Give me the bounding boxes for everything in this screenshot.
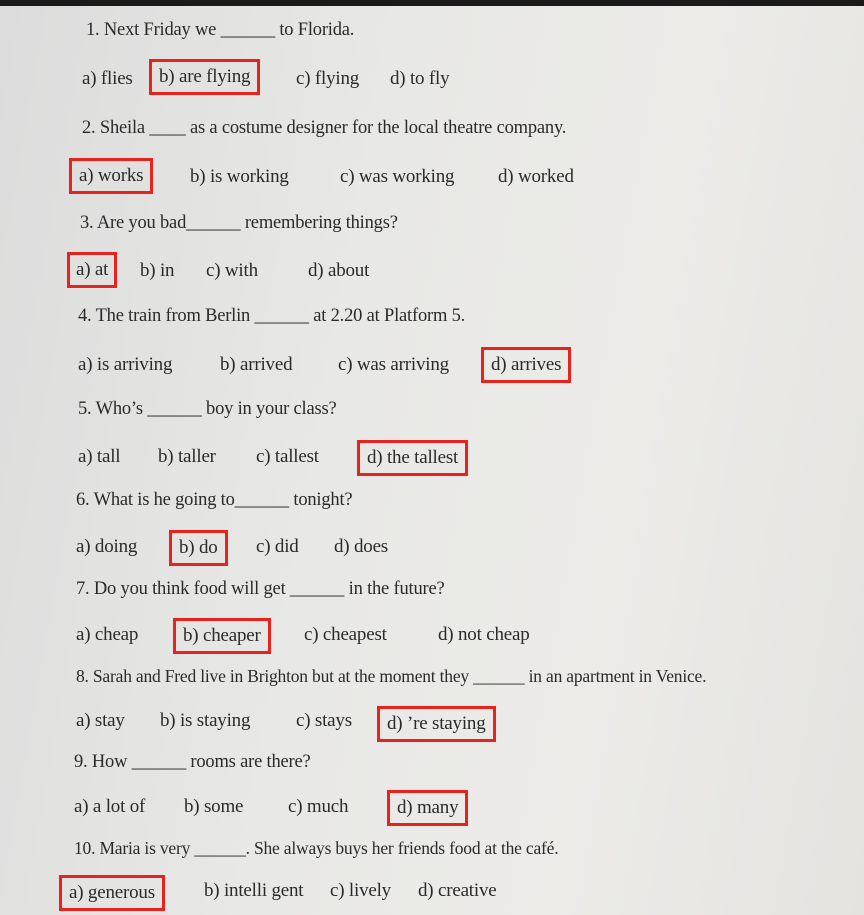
option-6b-selected: b) do [172, 533, 225, 563]
option-8c: c) stays [296, 710, 352, 731]
question-8: 8. Sarah and Fred live in Brighton but at the moment they ______ in an apartment in Venice. [76, 666, 707, 686]
option-5d-selected: d) the tallest [360, 443, 465, 473]
option-4a: a) is arriving [78, 354, 173, 375]
question-4: 4. The train from Berlin ______ at 2.20 at Platform 5. [78, 306, 466, 326]
option-7a: a) cheap [76, 624, 139, 645]
question-3: 3. Are you bad______ remembering things? [80, 213, 398, 233]
question-9: 9. How ______ rooms are there? [74, 752, 311, 772]
question-1: 1. Next Friday we ______ to Florida. [86, 20, 355, 40]
option-5a: a) tall [78, 446, 121, 467]
option-9a: a) a lot of [74, 796, 146, 817]
option-3a-selected: a) at [70, 255, 114, 285]
option-8a: a) stay [76, 710, 125, 731]
question-6: 6. What is he going to______ tonight? [76, 490, 353, 510]
option-1a: a) flies [82, 68, 133, 89]
option-9c: c) much [288, 796, 349, 817]
worksheet [0, 6, 864, 915]
question-5: 5. Who’s ______ boy in your class? [78, 399, 337, 419]
option-6d: d) does [334, 536, 389, 557]
option-10b: b) intelli gent [204, 880, 304, 901]
option-6c: c) did [256, 536, 299, 557]
option-8d-selected: d) ’re staying [380, 709, 493, 739]
option-3d: d) about [308, 260, 370, 281]
option-1c: c) flying [296, 68, 360, 89]
question-10: 10. Maria is very ______. She always buys her friends food at the café. [74, 838, 559, 858]
option-5c: c) tallest [256, 446, 319, 467]
option-10a-selected: a) generous [62, 878, 162, 908]
option-9d-selected: d) many [390, 793, 465, 823]
option-7d: d) not cheap [438, 624, 530, 645]
option-8b: b) is staying [160, 710, 251, 731]
question-7: 7. Do you think food will get ______ in the future? [76, 579, 445, 599]
option-5b: b) taller [158, 446, 216, 467]
option-2a-selected: a) works [72, 161, 150, 191]
option-3c: c) with [206, 260, 258, 281]
option-9b: b) some [184, 796, 244, 817]
option-1b-selected: b) are flying [152, 62, 257, 92]
option-4b: b) arrived [220, 354, 293, 375]
option-10c: c) lively [330, 880, 391, 901]
option-6a: a) doing [76, 536, 138, 557]
option-10d: d) creative [418, 880, 497, 901]
option-3b: b) in [140, 260, 175, 281]
option-4c: c) was arriving [338, 354, 449, 375]
option-7c: c) cheapest [304, 624, 387, 645]
option-4d-selected: d) arrives [484, 350, 568, 380]
option-7b-selected: b) cheaper [176, 621, 268, 651]
option-2c: c) was working [340, 166, 455, 187]
option-2d: d) worked [498, 166, 574, 187]
option-1d: d) to fly [390, 68, 450, 89]
option-2b: b) is working [190, 166, 289, 187]
question-2: 2. Sheila ____ as a costume designer for the local theatre company. [82, 118, 567, 138]
